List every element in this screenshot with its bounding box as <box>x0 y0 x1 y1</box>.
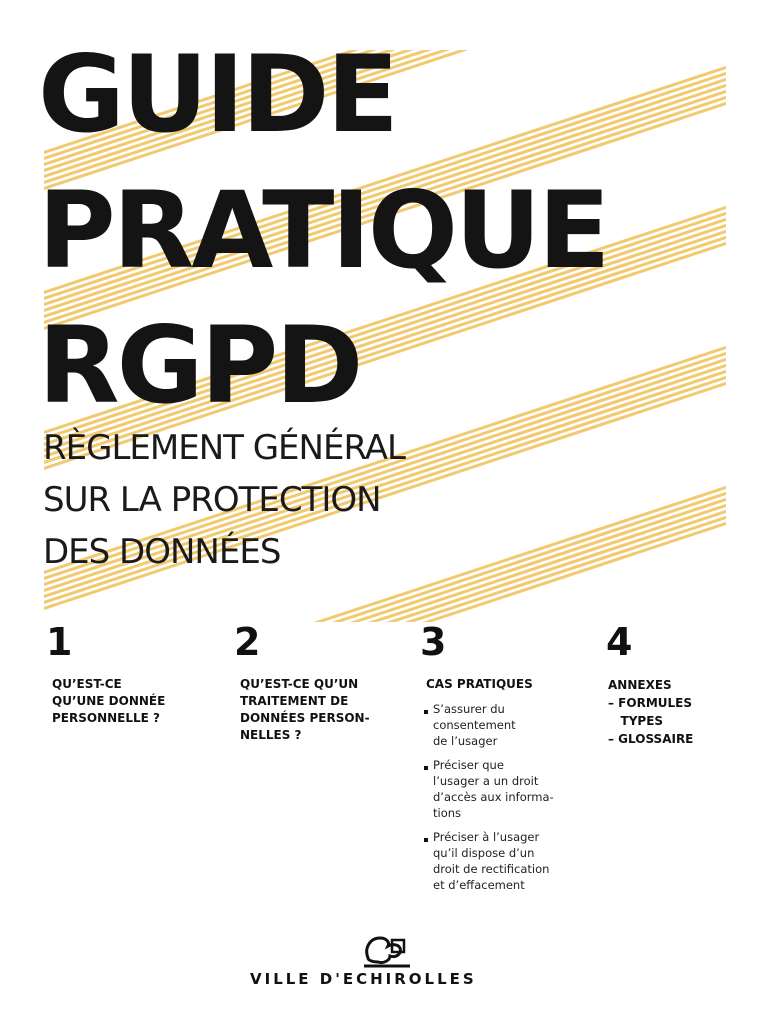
list-item <box>422 757 580 821</box>
subtitle-line-3: DES DONNÉES <box>43 532 281 572</box>
annex-line: – FORMULES <box>608 696 692 710</box>
section-4 <box>606 620 766 748</box>
section-1 <box>46 620 206 727</box>
section-title-line: DONNÉES PERSON- <box>240 711 370 725</box>
list-item-line: l’usager a un droit <box>433 774 539 788</box>
list-item-line: et d’effacement <box>433 878 525 892</box>
list-item-line: d’accès aux informa- <box>433 790 554 804</box>
section-title-line: QU’EST-CE QU’UN <box>240 677 359 691</box>
section-title-line: QU’EST-CE <box>52 677 122 691</box>
section-title-line: CAS PRATIQUES <box>426 677 533 691</box>
annex-line: ANNEXES <box>608 678 672 692</box>
annex-line: TYPES <box>608 714 664 728</box>
subtitle-line-1: RÈGLEMENT GÉNÉRAL <box>43 428 405 468</box>
echirolles-emblem-icon <box>240 930 530 970</box>
list-item <box>422 701 580 749</box>
section-2 <box>234 620 394 744</box>
annex-line: – GLOSSAIRE <box>608 732 694 746</box>
list-item-line: consentement <box>433 718 516 732</box>
city-logo <box>240 930 530 1000</box>
title-line-1: GUIDE <box>38 33 396 156</box>
section-title-line: PERSONNELLE ? <box>52 711 160 725</box>
section-title <box>426 676 580 693</box>
practical-cases-list <box>422 701 580 893</box>
section-title-line: QU’UNE DONNÉE <box>52 694 166 708</box>
list-item-line: tions <box>433 806 462 820</box>
list-item-line: droit de rectification <box>433 862 550 876</box>
section-title <box>52 676 206 727</box>
list-item-line: Préciser à l’usager <box>433 830 540 844</box>
title-line-3: RGPD <box>38 304 361 427</box>
list-item <box>422 829 580 893</box>
list-item-line: de l’usager <box>433 734 498 748</box>
section-title-line: NELLES ? <box>240 728 302 742</box>
section-number: 1 <box>46 620 73 664</box>
list-item-line: S’assurer du <box>433 702 505 716</box>
section-title-line: TRAITEMENT DE <box>240 694 349 708</box>
subtitle-line-2: SUR LA PROTECTION <box>43 480 381 520</box>
title-line-2: PRATIQUE <box>38 169 608 292</box>
annex-list <box>608 676 766 748</box>
section-number: 4 <box>606 620 633 664</box>
list-item-line: qu’il dispose d’un <box>433 846 535 860</box>
list-item-line: Préciser que <box>433 758 504 772</box>
section-number: 2 <box>234 620 261 664</box>
section-number: 3 <box>420 620 447 664</box>
section-3 <box>420 620 580 909</box>
logo-text: VILLE D'ECHIROLLES <box>250 970 477 988</box>
section-title <box>240 676 394 744</box>
